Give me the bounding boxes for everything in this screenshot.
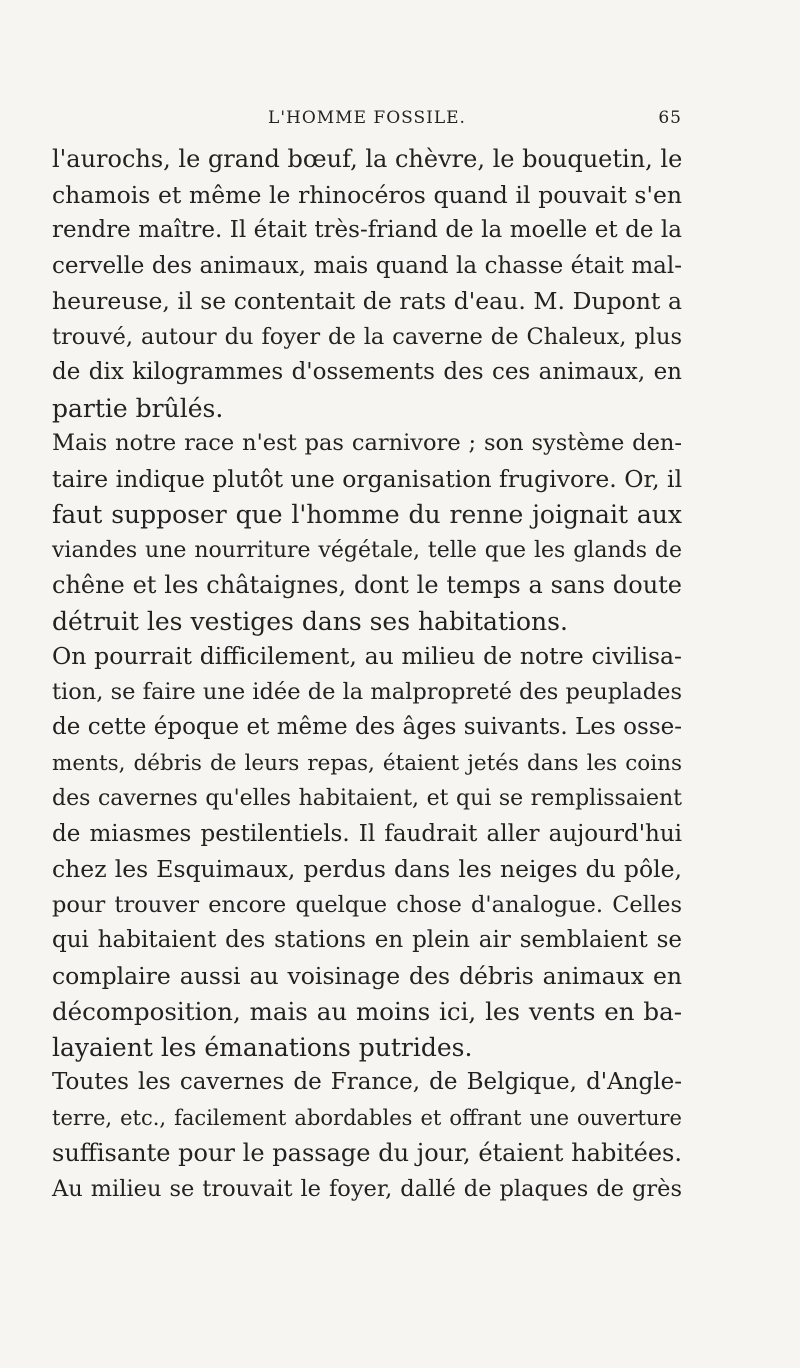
text-line: Toutes les cavernes de France, de Belgique, d'Angle-: [52, 1069, 682, 1095]
text-line: Mais notre race n'est pas carnivore ; son système den-: [52, 430, 682, 456]
text-line: des cavernes qu'elles habitaient, et qui se remplissaient: [52, 786, 682, 811]
text-line: layaient les émanations putrides.: [52, 1032, 473, 1062]
text-line: qui habitaient des stations en plein air semblaient se: [52, 927, 682, 953]
text-line: tion, se faire une idée de la malpropreté des peuplades: [52, 678, 682, 705]
text-line: viandes une nourriture végétale, telle que les glands de: [52, 537, 682, 563]
text-line: taire indique plutôt une organisation frugivore. Or, il: [52, 464, 683, 493]
text-line: complaire aussi au voisinage des débris animaux en: [52, 961, 682, 990]
text-line: de dix kilogrammes d'ossements des ces animaux, en: [52, 359, 682, 385]
running-title: L'HOMME FOSSILE.: [268, 108, 466, 128]
text-line: de cette époque et même des âges suivants. Les osse-: [52, 714, 682, 740]
text-line: heureuse, il se contentait de rats d'eau. M. Dupont a: [52, 287, 682, 315]
page-number: 65: [658, 108, 682, 128]
text-line: chez les Esquimaux, perdus dans les neiges du pôle,: [52, 855, 682, 883]
text-line: trouvé, autour du foyer de la caverne de Chaleux, plus: [52, 323, 682, 350]
body-text: [52, 142, 682, 1207]
text-line: On pourrait difficilement, au milieu de notre civilisa-: [52, 642, 682, 670]
text-line: rendre maître. Il était très-friand de la moelle et de la: [52, 217, 682, 243]
text-line: pour trouver encore quelque chose d'analogue. Celles: [52, 891, 682, 918]
text-line: terre, etc., facilement abordables et offrant une ouverture: [52, 1105, 682, 1130]
text-line: cervelle des animaux, mais quand la chasse était mal-: [52, 252, 682, 279]
running-head: [52, 108, 682, 132]
text-line: ments, débris de leurs repas, étaient jetés dans les coins: [52, 750, 682, 776]
text-line: Au milieu se trouvait le foyer, dallé de plaques de grès: [52, 1175, 682, 1202]
text-line: chêne et les châtaignes, dont le temps a sans doute: [52, 571, 682, 599]
text-line: partie brûlés.: [52, 393, 224, 423]
text-line: l'aurochs, le grand bœuf, la chèvre, le bouquetin, le: [52, 145, 683, 173]
text-line: faut supposer que l'homme du renne joignait aux: [52, 500, 682, 529]
text-line: détruit les vestiges dans ses habitations.: [52, 606, 568, 636]
text-line: chamois et même le rhinocéros quand il pouvait s'en: [52, 180, 682, 209]
text-line: décomposition, mais au moins ici, les vents en ba-: [52, 997, 682, 1026]
text-line: de miasmes pestilentiels. Il faudrait aller aujourd'hui: [52, 820, 682, 847]
text-line: suffisante pour le passage du jour, étaient habitées.: [52, 1139, 682, 1167]
